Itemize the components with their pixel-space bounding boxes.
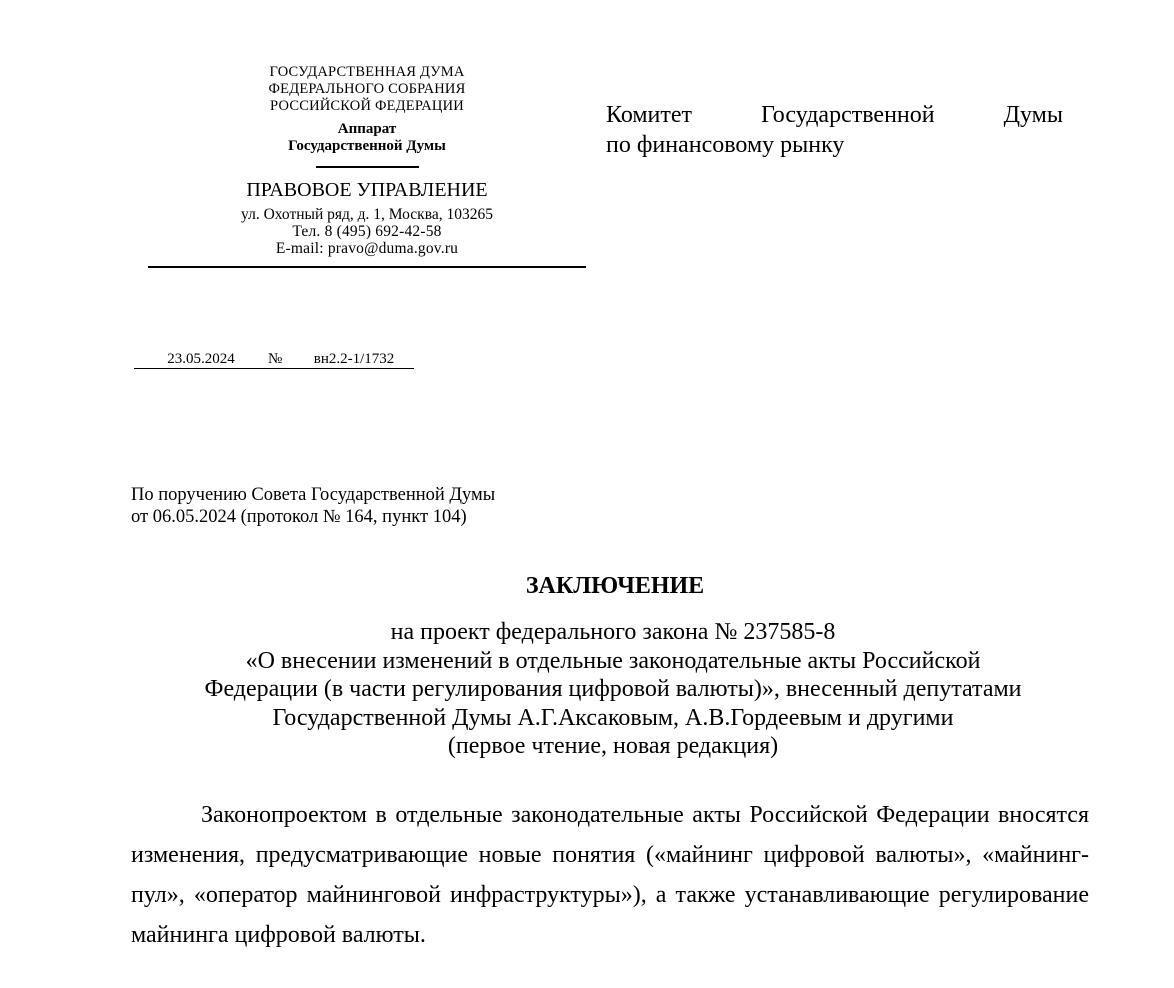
document-title: ЗАКЛЮЧЕНИЕ xyxy=(525,573,705,599)
subject-line1: на проект федерального закона № 237585-8 xyxy=(390,619,836,645)
addressee-line2: по финансовому рынку xyxy=(606,132,845,158)
document-number: вн2.2-1/1732 xyxy=(294,351,414,369)
subject-line5: (первое чтение, новая редакция) xyxy=(447,733,779,759)
department-address: ул. Охотный ряд, д. 1, Москва, 103265 xyxy=(241,206,493,223)
apparatus-line1: Аппарат xyxy=(337,121,397,137)
addressee-word3: Думы xyxy=(1003,102,1063,128)
addressee-word1: Комитет xyxy=(606,102,693,128)
subject-line2: «О внесении изменений в отдельные законодательные акты Российской xyxy=(245,647,981,674)
org-name-line2: ФЕДЕРАЛЬНОГО СОБРАНИЯ xyxy=(268,81,466,97)
document-date: 23.05.2024 xyxy=(134,351,268,369)
document-subject xyxy=(120,618,1106,761)
addressee-line1 xyxy=(606,100,1063,130)
subject-line3: Федерации (в части регулирования цифровой валюты)», внесенный депутатами xyxy=(204,676,1022,702)
apparatus-line2: Государственной Думы xyxy=(288,138,446,154)
instruction-note xyxy=(131,484,495,528)
body-paragraph: Законопроектом в отдельные законодательные акты Российской Федерации вносятся изменения, предусматривающие новые понятия («майнинг цифровой валюты», «майнинг-пул», «оператор майнинговой инфраструктуры»), а также устанавливающие регулирование майнинга цифровой валюты. xyxy=(131,802,1089,948)
registration-line xyxy=(134,350,414,369)
letterhead-divider xyxy=(148,266,586,268)
addressee-word2: Государственной xyxy=(761,102,935,128)
department-phone: Тел. 8 (495) 692-42-58 xyxy=(292,223,442,240)
addressee xyxy=(606,100,1063,160)
number-sign: № xyxy=(268,351,294,369)
org-name-line1: ГОСУДАРСТВЕННАЯ ДУМА xyxy=(269,64,465,80)
letterhead xyxy=(148,64,586,268)
department-email: E-mail: pravo@duma.gov.ru xyxy=(275,240,459,257)
org-name-line3: РОССИЙСКОЙ ФЕДЕРАЦИИ xyxy=(270,98,464,114)
department-name: ПРАВОВОЕ УПРАВЛЕНИЕ xyxy=(246,179,488,201)
subject-line4: Государственной Думы А.Г.Аксаковым, А.В.Гордеевым и другими xyxy=(272,704,954,731)
instruction-line1: По поручению Совета Государственной Думы xyxy=(131,485,496,505)
instruction-line2: от 06.05.2024 (протокол № 164, пункт 104) xyxy=(131,507,467,527)
letterhead-short-divider xyxy=(316,166,419,168)
